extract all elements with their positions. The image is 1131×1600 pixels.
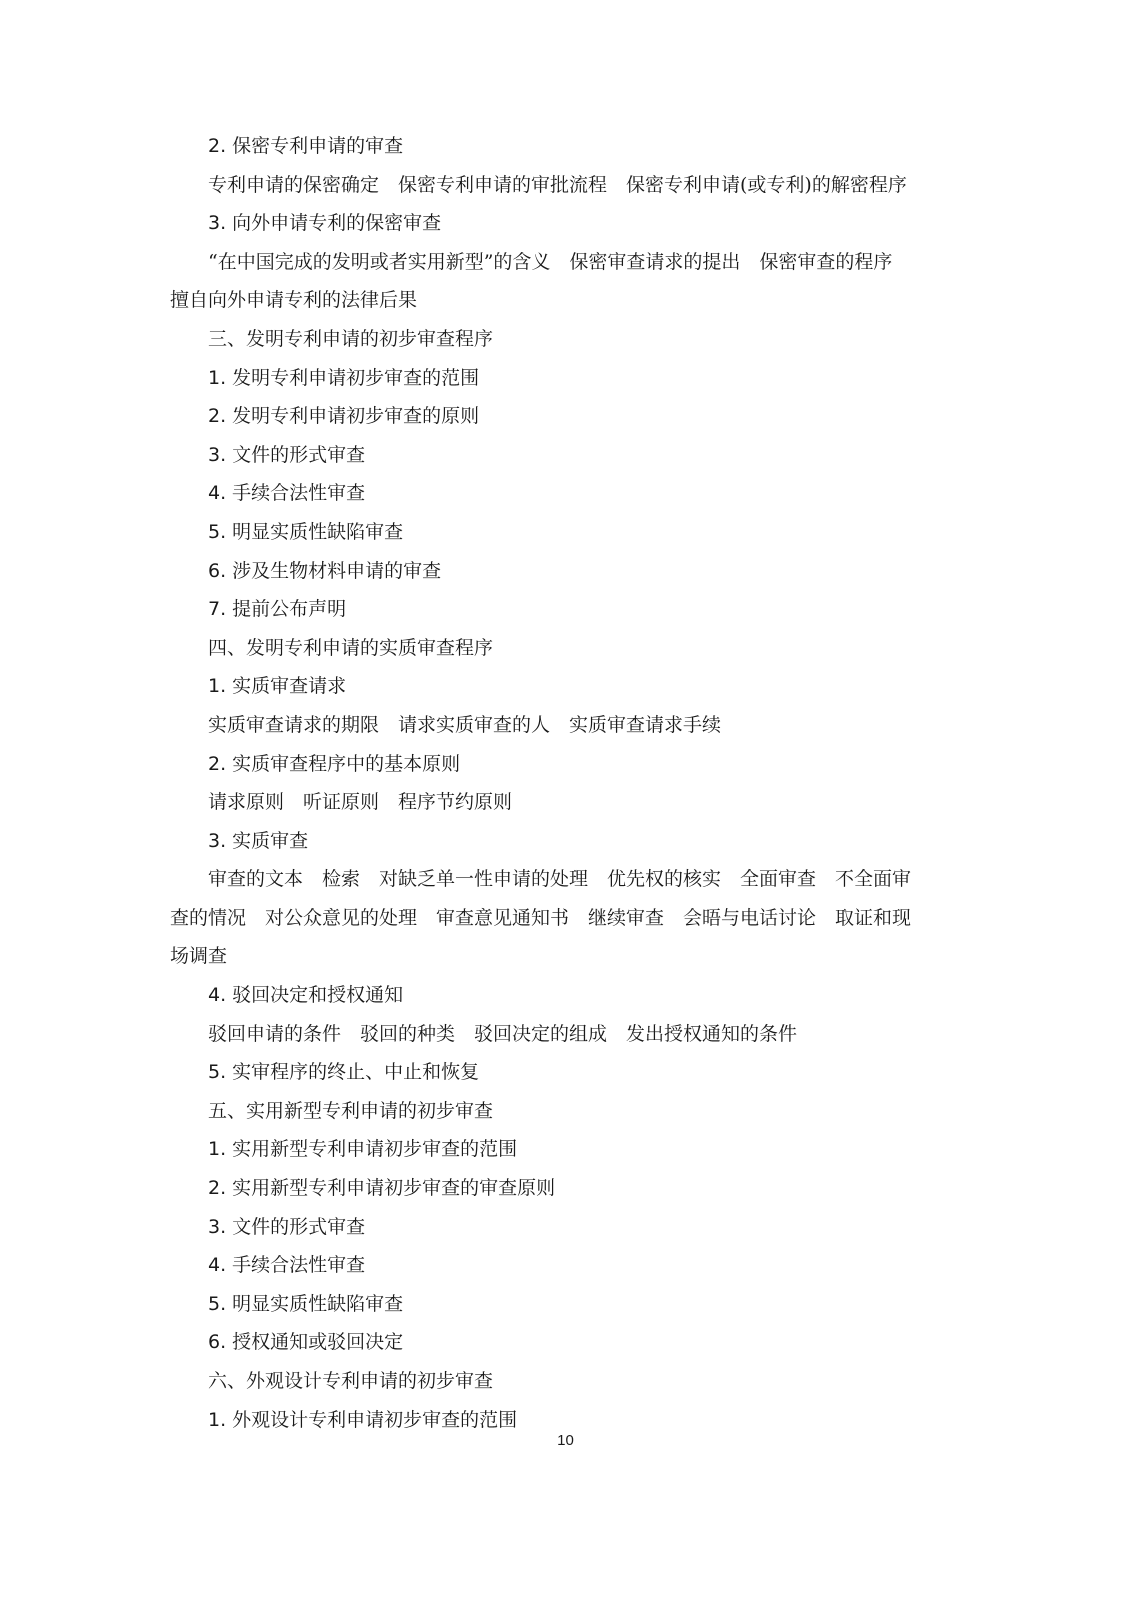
section-heading: 6. 涉及生物材料申请的审查: [208, 559, 442, 582]
section-heading: 6. 授权通知或驳回决定: [208, 1331, 404, 1354]
section-heading: 3. 文件的形式审查: [208, 1215, 366, 1238]
section-heading: 4. 驳回决定和授权通知: [208, 984, 404, 1007]
chapter-heading: 四、发明专利申请的实质审查程序: [208, 636, 494, 659]
section-heading: 5. 明显实质性缺陷审查: [208, 1292, 404, 1315]
chapter-heading: 五、实用新型专利申请的初步审查: [208, 1099, 494, 1122]
body-text-continuation: 擅自向外申请专利的法律后果: [170, 289, 418, 312]
section-heading: 3. 向外申请专利的保密审查: [208, 212, 442, 235]
body-text-continuation: 场调查: [170, 945, 228, 968]
section-heading: 1. 实用新型专利申请初步审查的范围: [208, 1138, 518, 1161]
section-heading: 5. 实审程序的终止、中止和恢复: [208, 1061, 480, 1084]
section-heading: 4. 手续合法性审查: [208, 482, 366, 505]
chapter-heading: 三、发明专利申请的初步审查程序: [208, 327, 494, 350]
section-heading: 2. 实用新型专利申请初步审查的审查原则: [208, 1177, 556, 1200]
page-content: [170, 127, 950, 1439]
section-heading: 3. 实质审查: [208, 829, 309, 852]
body-text: 驳回申请的条件 驳回的种类 驳回决定的组成 发出授权通知的条件: [208, 1022, 798, 1045]
body-text: “在中国完成的发明或者实用新型”的含义 保密审查请求的提出 保密审查的程序: [208, 250, 893, 273]
page-number: 10: [557, 1432, 574, 1449]
body-text: 实质审查请求的期限 请求实质审查的人 实质审查请求手续: [208, 713, 722, 736]
body-text: 专利申请的保密确定 保密专利申请的审批流程 保密专利申请(或专利)的解密程序: [208, 173, 907, 196]
section-heading: 2. 实质审查程序中的基本原则: [208, 752, 461, 775]
section-heading: 1. 外观设计专利申请初步审查的范围: [208, 1408, 518, 1431]
section-heading: 3. 文件的形式审查: [208, 443, 366, 466]
body-text-continuation: 查的情况 对公众意见的处理 审查意见通知书 继续审查 会晤与电话讨论 取证和现: [170, 906, 912, 929]
section-heading: 2. 发明专利申请初步审查的原则: [208, 405, 480, 428]
body-text: 审查的文本 检索 对缺乏单一性申请的处理 优先权的核实 全面审查 不全面审: [208, 868, 912, 891]
section-heading: 4. 手续合法性审查: [208, 1254, 366, 1277]
body-text: 请求原则 听证原则 程序节约原则: [208, 791, 513, 814]
section-heading: 5. 明显实质性缺陷审查: [208, 520, 404, 543]
section-heading: 2. 保密专利申请的审查: [208, 135, 404, 157]
section-heading: 1. 发明专利申请初步审查的范围: [208, 366, 480, 389]
section-heading: 7. 提前公布声明: [208, 598, 347, 621]
chapter-heading: 六、外观设计专利申请的初步审查: [208, 1370, 494, 1392]
section-heading: 1. 实质审查请求: [208, 675, 347, 698]
